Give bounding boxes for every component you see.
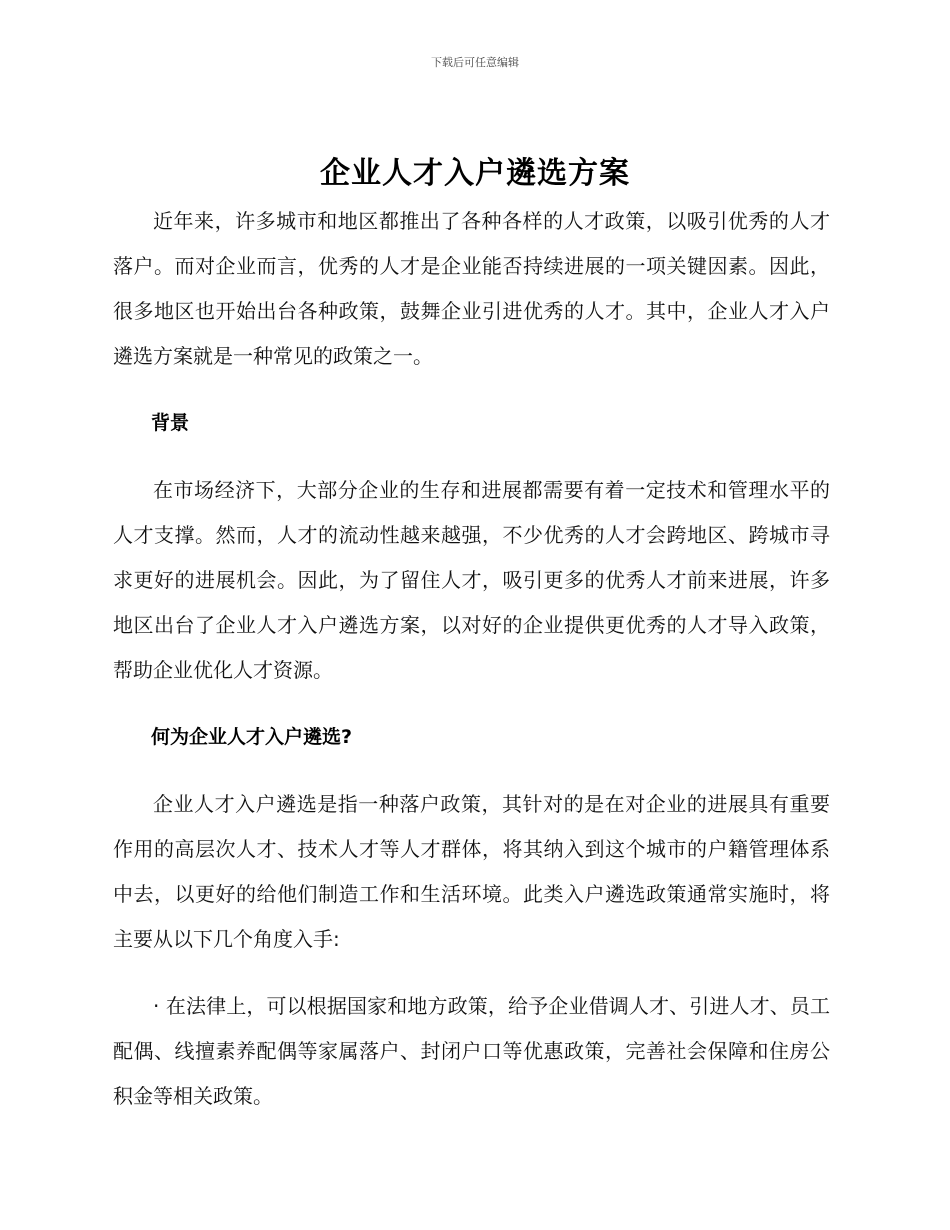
what-is-heading: 何为企业人才入户遴选? (151, 726, 353, 748)
background-heading: 背景 (151, 412, 190, 434)
what-is-paragraph: 企业人才入户遴选是指一种落户政策，其针对的是在对企业的进展具有重要作用的高层次人才、技术人才等人才群体，将其纳入到这个城市的户籍管理体系中去，以更好的给他们制造工作和生活环境。此类入户遴选政策通常实施时，将主要从以下几个角度入手: (113, 792, 830, 951)
document-body (113, 199, 830, 1141)
document-title: 企业人才入户遴选方案 (320, 156, 630, 191)
background-paragraph: 在市场经济下，大部分企业的生存和进展都需要有着一定技术和管理水平的人才支撑。然而，人才的流动性越来越强，不少优秀的人才会跨地区、跨城市寻求更好的进展机会。因此，为了留住人才，吸引更多的优秀人才前来进展，许多地区出台了企业人才入户遴选方案，以对好的企业提供更优秀的人才导入政策，帮助企业优化人才资源。 (113, 478, 830, 682)
page-header-note: 下载后可任意编辑 (431, 56, 519, 69)
intro-paragraph: 近年来，许多城市和地区都推出了各种各样的人才政策，以吸引优秀的人才落户。而对企业而言，优秀的人才是企业能否持续进展的一项关键因素。因此，很多地区也开始出台各种政策，鼓舞企业引进优秀的人才。其中，企业人才入户遴选方案就是一种常见的政策之一。 (113, 209, 830, 368)
bullet-item-legal: · 在法律上，可以根据国家和地方政策，给予企业借调人才、引进人才、员工配偶、线擅素养配偶等家属落户、封闭户口等优惠政策，完善社会保障和住房公积金等相关政策。 (113, 994, 830, 1108)
